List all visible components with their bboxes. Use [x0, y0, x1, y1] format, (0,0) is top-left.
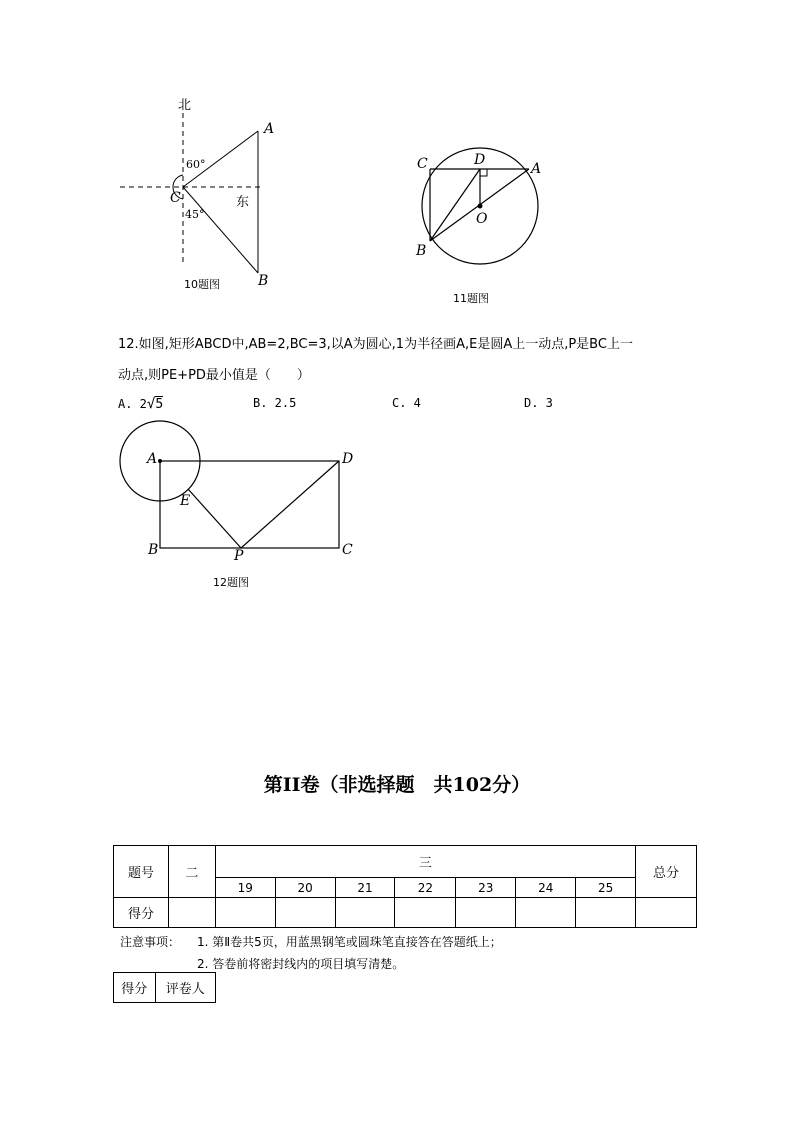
segment-ep	[188, 489, 241, 548]
point-p-label: P	[234, 548, 244, 564]
figure-12	[110, 415, 370, 595]
grader-name-label: 评卷人	[155, 973, 215, 1003]
point-c-label: C	[417, 156, 428, 172]
choice-a-prefix: A. 2	[118, 397, 147, 411]
question-number: 20	[275, 878, 335, 898]
angle-top-label: 60°	[186, 158, 206, 171]
point-a-label: A	[147, 451, 158, 467]
choice-b: B. 2.5	[253, 396, 297, 410]
question-number: 25	[576, 878, 636, 898]
question-12-line2: 动点,则PE+PD最小值是（ ）	[118, 368, 310, 383]
grader-box	[113, 972, 216, 1003]
score-cell	[636, 898, 697, 928]
score-cell	[456, 898, 516, 928]
figure-10	[110, 95, 290, 300]
question-12-line1: 12.如图,矩形ABCD中,AB=2,BC=3,以A为圆心,1为半径画A,E是圆A上一动点,P是BC上一	[118, 337, 633, 352]
notes-item-2: 2. 答卷前将密封线内的项目填写清楚。	[197, 957, 405, 971]
header-san: 三	[215, 846, 635, 878]
figure-caption: 11题图	[453, 292, 489, 305]
question-number: 21	[335, 878, 395, 898]
point-c-label: C	[170, 190, 181, 206]
point-b-label: B	[148, 542, 159, 558]
figure-11	[405, 145, 555, 310]
question-number: 19	[215, 878, 275, 898]
choice-c: C. 4	[392, 396, 421, 410]
section-title: 第II卷（非选择题 共102分）	[263, 774, 531, 796]
question-number: 22	[395, 878, 456, 898]
score-cell	[335, 898, 395, 928]
point-a-dot	[158, 459, 162, 463]
header-zongfen: 总分	[636, 846, 697, 898]
notes-label: 注意事项：	[120, 935, 181, 949]
figure-caption: 12题图	[213, 576, 249, 589]
notes-item-1: 1. 第Ⅱ卷共5页，用蓝黑钢笔或圆珠笔直接答在答题纸上；	[197, 935, 502, 949]
point-a-label: A	[531, 161, 542, 177]
grader-score-label: 得分	[114, 973, 156, 1003]
question-number: 23	[456, 878, 516, 898]
point-o-label: O	[476, 211, 488, 227]
right-angle-mark	[480, 169, 487, 176]
header-er: 二	[168, 846, 215, 898]
row-defen: 得分	[114, 898, 169, 928]
figure-caption: 10题图	[184, 278, 220, 291]
point-d-label: D	[474, 152, 486, 168]
choice-d: D. 3	[524, 396, 553, 410]
north-label: 北	[178, 98, 192, 113]
sqrt-sign: √	[146, 396, 156, 412]
score-table	[113, 845, 697, 928]
point-c-label: C	[342, 542, 353, 558]
east-label: 东	[236, 195, 250, 210]
question-number: 24	[516, 878, 576, 898]
point-e-label: E	[180, 493, 191, 509]
point-a-label: A	[264, 121, 275, 137]
score-cell	[395, 898, 456, 928]
point-b-label: B	[258, 273, 269, 289]
choice-a-radicand: 5	[155, 397, 164, 412]
point-d-label: D	[342, 451, 354, 467]
header-tihao: 题号	[114, 846, 169, 898]
angle-arc-60	[173, 175, 183, 187]
score-cell	[576, 898, 636, 928]
center-point	[478, 204, 483, 209]
choice-a	[118, 396, 163, 412]
score-cell	[215, 898, 275, 928]
point-b-label: B	[416, 243, 427, 259]
angle-bottom-label: 45°	[185, 208, 205, 221]
score-cell	[275, 898, 335, 928]
score-cell	[168, 898, 215, 928]
segment-pd	[241, 461, 339, 548]
score-cell	[516, 898, 576, 928]
segment-bd	[430, 169, 480, 241]
